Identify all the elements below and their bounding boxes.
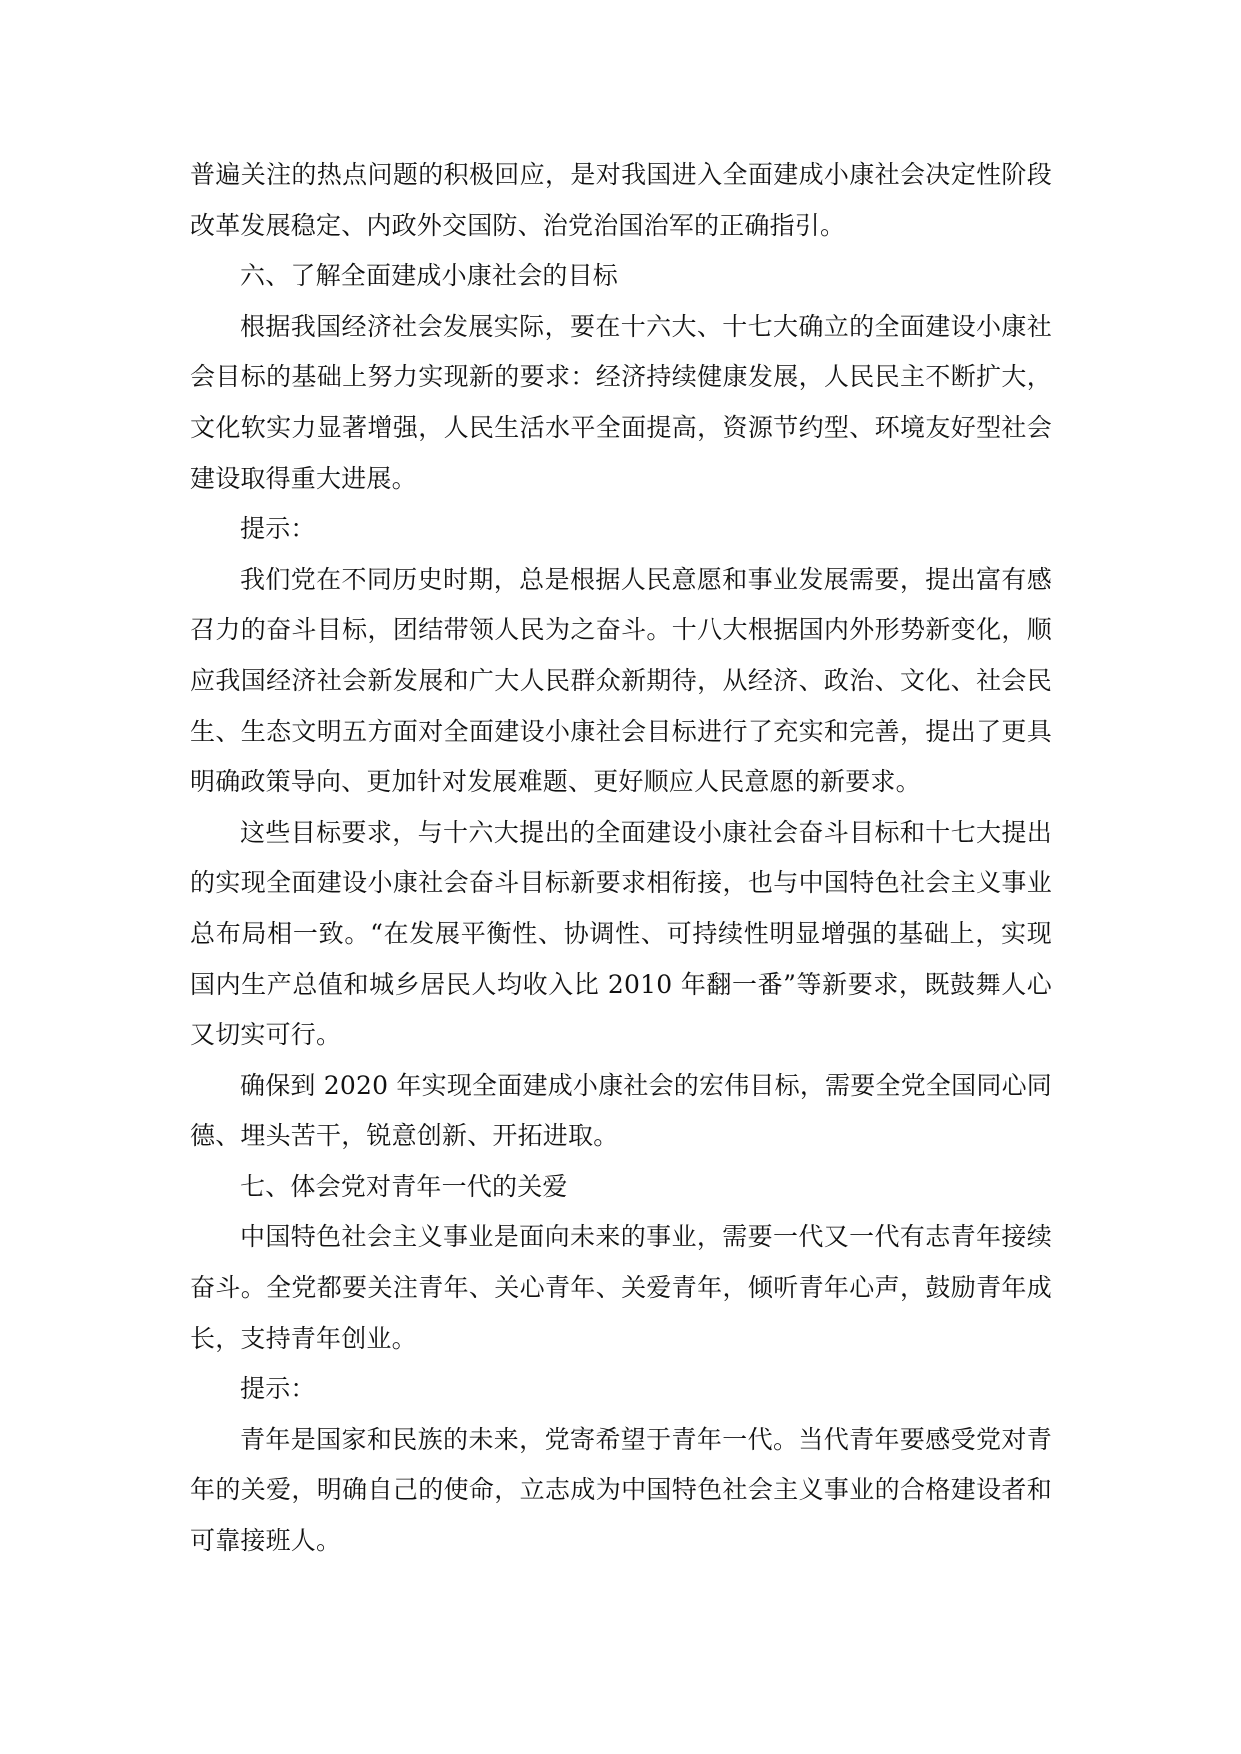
paragraph-goal-alignment: 这些目标要求，与十六大提出的全面建设小康社会奋斗目标和十七大提出的实现全面建设小康社会奋斗目标新要求相衔接，也与中国特色社会主义事业总布局相一致。“在发展平衡性、协调性、可持续性明显增强的基础上，实现国内生产总值和城乡居民人均收入比 2010 年翻一番”等新要求，既鼓舞人心又切实可行。 (190, 817, 1052, 1050)
section-heading-six: 六、了解全面建成小康社会的目标 (240, 261, 619, 291)
hint-label: 提示： (240, 1374, 316, 1404)
section-heading-seven: 七、体会党对青年一代的关爱 (240, 1171, 568, 1201)
hint-label: 提示： (240, 514, 316, 544)
paragraph-goal-requirements: 根据我国经济社会发展实际，要在十六大、十七大确立的全面建设小康社会目标的基础上努力实现新的要求：经济持续健康发展，人民民主不断扩大，文化软实力显著增强，人民生活水平全面提高，资源节约型、环境友好型社会建设取得重大进展。 (190, 311, 1052, 493)
paragraph-youth-care: 中国特色社会主义事业是面向未来的事业，需要一代又一代有志青年接续奋斗。全党都要关注青年、关心青年、关爱青年，倾听青年心声，鼓励青年成长，支持青年创业。 (190, 1222, 1052, 1353)
paragraph-2020-goal: 确保到 2020 年实现全面建成小康社会的宏伟目标，需要全党全国同心同德、埋头苦干，锐意创新、开拓进取。 (190, 1070, 1052, 1151)
paragraph-hint-goals: 我们党在不同历史时期，总是根据人民意愿和事业发展需要，提出富有感召力的奋斗目标，团结带领人民为之奋斗。十八大根据国内外形势新变化，顺应我国经济社会新发展和广大人民群众新期待，从经济、政治、文化、社会民生、生态文明五方面对全面建设小康社会目标进行了充实和完善，提出了更具明确政策导向、更加针对发展难题、更好顺应人民意愿的新要求。 (190, 564, 1052, 797)
paragraph-hint-youth: 青年是国家和民族的未来，党寄希望于青年一代。当代青年要感受党对青年的关爱，明确自己的使命，立志成为中国特色社会主义事业的合格建设者和可靠接班人。 (190, 1424, 1052, 1556)
paragraph-continuation: 普遍关注的热点问题的积极回应，是对我国进入全面建成小康社会决定性阶段改革发展稳定、内政外交国防、治党治国治军的正确指引。 (190, 160, 1052, 240)
document-body (190, 150, 1052, 1567)
